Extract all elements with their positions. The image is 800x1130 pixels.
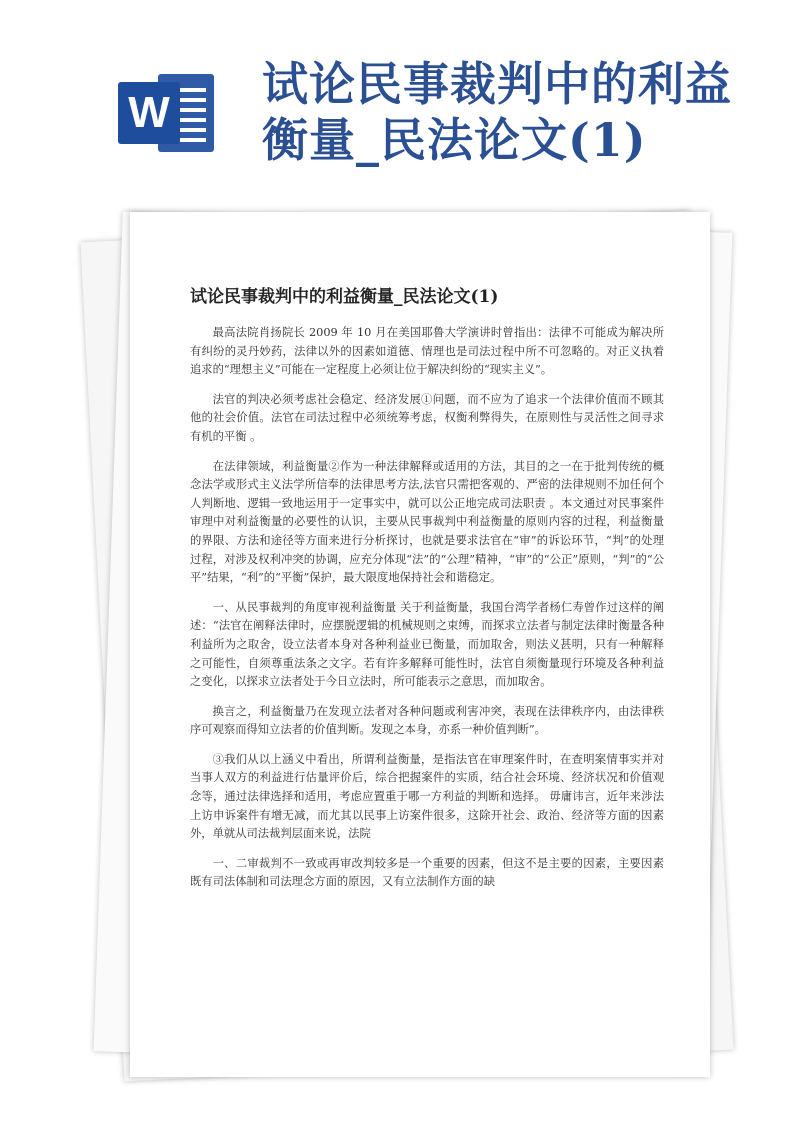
document-title: 试论民事裁判中的利益衡量_民法论文(1): [190, 287, 499, 307]
paragraph: ③我们从以上涵义中看出，所谓利益衡量，是指法官在审理案件时，在查明案情事实并对当事人双方的利益进行估量评价后，综合把握案件的实质，结合社会环境、经济状况和价值观念等，通过法律选择和适用，考虑应置重于哪一方利益的判断和选择。 毋庸讳言，近年来涉法上访申诉案件有增无减，而尤其以民事上访案件很多，这除开社会、政治、经济等方面的因素外，单就从司法裁判层面来说，法院: [190, 752, 664, 841]
word-icon: [118, 68, 214, 158]
paragraph: 一、从民事裁判的角度审视利益衡量 关于利益衡量，我国台湾学者杨仁寿曾作过这样的阐述：“法官在阐释法律时，应摆脱逻辑的机械规则之束缚，而探求立法者与制定法律时衡量各种利益所为之取舍，设立法者本身对各种利益业已衡量，而加取舍，则法义甚明，只有一种解释之可能性，自须尊重法条之文字。若有许多解释可能性时，法官自须衡量现行环境及各种利益之变化，以探求立法者处于今日立法时，所可能表示之意思，而加取舍。: [190, 600, 664, 689]
banner-title: 试论民事裁判中的利益衡量_民法论文(1): [262, 57, 732, 167]
paragraph: 在法律领域，利益衡量②作为一种法律解释或适用的方法，其目的之一在于批判传统的概念法学或形式主义法学所信奉的法律思考方法,法官只需把客观的、严密的法律规则不加任何个人判断地、逻辑一致地运用于一定事实中，就可以公正地完成司法职责 。本文通过对民事案件审理中对利益衡量的必要性的认识，主要从民事裁判中利益衡量的原则内容的过程，利益衡量的界限、方法和途径等方面来进行分析探讨，也就是要求法官在“审”的诉讼环节，“判”的处理过程，对涉及权利冲突的协调，应充分体现“法”的“公理”精神，“审”的“公正”原则，“判”的“公平”结果，“利”的“平衡”保护，最大限度地保持社会和谐稳定。: [190, 459, 664, 585]
word-letter-badge: W: [118, 82, 180, 144]
document-body: [190, 324, 664, 903]
paragraph: 最高法院肖扬院长 2009 年 10 月在美国耶鲁大学演讲时曾指出：法律不可能成为解决所有纠纷的灵丹妙药，法律以外的因素如道德、情理也是司法过程中所不可忽略的。对正义执着追求的“理想主义”可能在一定程度上必须让位于解决纠纷的“现实主义”。: [190, 326, 664, 377]
document-page: [130, 212, 710, 1077]
paragraph: 法官的判决必须考虑社会稳定、经济发展①问题，而不应为了追求一个法律价值而不顾其他的社会价值。法官在司法过程中必须统筹考虑，权衡利弊得失，在原则性与灵活性之间寻求有机的平衡 。: [190, 392, 664, 443]
paragraph: 一、二审裁判不一致或再审改判较多是一个重要的因素，但这不是主要的因素，主要因素既有司法体制和司法理念方面的原因，又有立法制作方面的缺: [190, 856, 664, 889]
paragraph: 换言之，利益衡量乃在发现立法者对各种问题或利害冲突，表现在法律秩序内，由法律秩序可观察而得知立法者的价值判断。发现之本身，亦系一种价值判断”。: [190, 704, 664, 737]
